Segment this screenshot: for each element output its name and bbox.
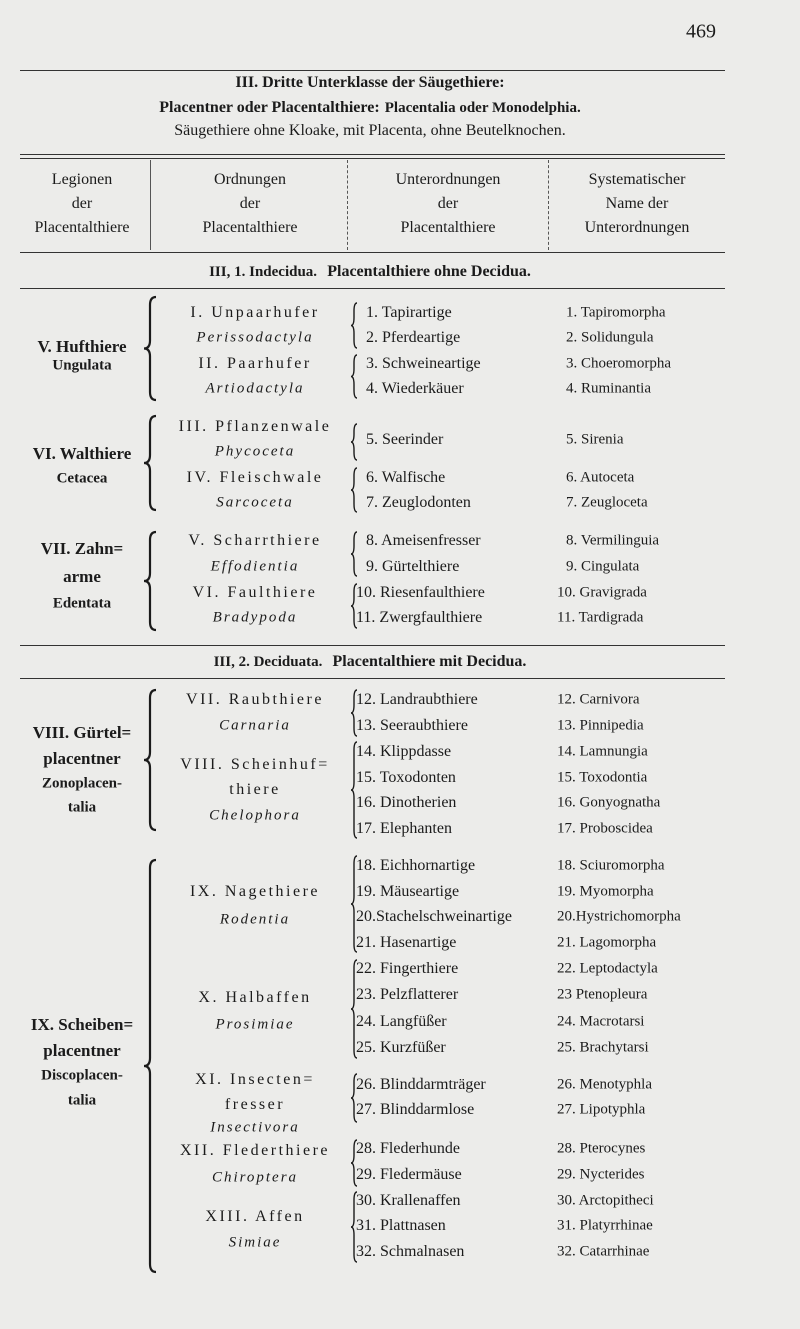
legion-brace-icon — [144, 860, 156, 1272]
suborder-german: 12. Landraubthiere — [356, 691, 478, 708]
suborder-latin: 5. Sirenia — [566, 431, 624, 448]
order-name: XII. Flederthiere — [179, 1142, 331, 1159]
suborder-latin: 12. Carnivora — [557, 691, 640, 708]
column-header-line: Name der — [605, 195, 669, 212]
order-brace-icon — [351, 424, 357, 460]
order-latin: Phycoceta — [214, 443, 296, 460]
suborder-german: 27. Blinddarmlose — [356, 1101, 475, 1118]
order-name: thiere — [229, 781, 281, 798]
suborder-latin: 21. Lagomorpha — [557, 934, 657, 951]
suborder-latin: 17. Proboscidea — [557, 820, 653, 837]
header-title: III. Dritte Unterklasse der Säugethiere: — [235, 74, 505, 91]
order-name: fresser — [224, 1096, 286, 1113]
legion-name: arme — [63, 567, 101, 586]
legion-latin: Discoplacen- — [41, 1067, 123, 1084]
header-description: Säugethiere ohne Kloake, mit Placenta, ohne Beutelknochen. — [174, 122, 566, 139]
suborder-latin: 25. Brachytarsi — [557, 1039, 649, 1056]
suborder-german: 20.Stachelschweinartige — [356, 908, 512, 925]
legion-brace-icon — [144, 297, 156, 400]
suborder-german: 3. Schweineartige — [366, 355, 481, 372]
suborder-latin: 15. Toxodontia — [557, 769, 648, 786]
order-brace-icon — [351, 584, 357, 628]
section-latin: III, 1. Indecidua. — [209, 264, 318, 280]
suborder-german: 8. Ameisenfresser — [366, 532, 481, 549]
column-header-line: Legionen — [51, 171, 113, 188]
suborder-latin: 29. Nycterides — [557, 1166, 645, 1183]
page-number: 469 — [686, 20, 716, 43]
suborder-german: 28. Flederhunde — [356, 1140, 460, 1157]
header-subtitle-latin: Placentalia oder Monodelphia. — [384, 100, 581, 116]
order-name: IX. Nagethiere — [189, 883, 321, 900]
suborder-german: 30. Krallenaffen — [356, 1192, 461, 1209]
suborder-latin: 22. Leptodactyla — [557, 960, 658, 977]
section-german: Placentalthiere mit Decidua. — [332, 653, 527, 670]
suborder-german: 18. Eichhornartige — [356, 857, 476, 874]
order-name: IV. Fleischwale — [186, 469, 324, 486]
order-name: III. Pflanzenwale — [178, 418, 332, 435]
suborder-german: 13. Seeraubthiere — [356, 717, 468, 734]
order-latin: Bradypoda — [212, 609, 298, 626]
suborder-latin: 7. Zeugloceta — [566, 494, 648, 511]
column-header-line: der — [437, 195, 459, 212]
suborder-german: 7. Zeuglodonten — [366, 494, 471, 511]
order-latin: Insectivora — [210, 1119, 300, 1136]
column-header-line: Unterordnungen — [395, 171, 501, 188]
suborder-latin: 19. Myomorpha — [557, 883, 654, 900]
suborder-german: 29. Fledermäuse — [356, 1166, 462, 1183]
legion-latin: Cetacea — [56, 470, 108, 487]
order-latin: Effodientia — [210, 558, 300, 575]
order-brace-icon — [351, 303, 357, 348]
order-brace-icon — [351, 690, 357, 736]
legion-latin: Edentata — [52, 595, 112, 612]
suborder-latin: 2. Solidungula — [566, 329, 654, 346]
suborder-german: 5. Seerinder — [366, 431, 444, 448]
order-latin: Sarcoceta — [216, 494, 294, 511]
order-name: VIII. Scheinhuf= — [180, 756, 330, 773]
suborder-latin: 9. Cingulata — [566, 558, 640, 575]
suborder-latin: 28. Pterocynes — [557, 1140, 646, 1157]
suborder-latin: 3. Choeromorpha — [566, 355, 671, 372]
suborder-german: 32. Schmalnasen — [356, 1243, 465, 1260]
order-latin: Carnaria — [219, 717, 291, 734]
order-name: XI. Insecten= — [195, 1071, 315, 1088]
order-name: XIII. Affen — [205, 1208, 305, 1225]
suborder-german: 10. Riesenfaulthiere — [356, 584, 485, 601]
suborder-german: 22. Fingerthiere — [356, 960, 459, 977]
order-brace-icon — [351, 742, 357, 838]
section-latin: III, 2. Deciduata. — [213, 654, 323, 670]
suborder-german: 26. Blinddarmträger — [356, 1076, 486, 1093]
suborder-german: 2. Pferdeartige — [366, 329, 461, 346]
suborder-german: 9. Gürtelthiere — [366, 558, 460, 575]
order-brace-icon — [351, 532, 357, 576]
suborder-german: 16. Dinotherien — [356, 794, 457, 811]
column-header-line: Placentalthiere — [400, 219, 496, 236]
order-name: VII. Raubthiere — [186, 691, 324, 708]
order-brace-icon — [351, 856, 357, 952]
suborder-latin: 11. Tardigrada — [557, 609, 644, 626]
legion-name: VII. Zahn= — [40, 539, 124, 558]
order-brace-icon — [351, 468, 357, 512]
suborder-latin: 20.Hystrichomorpha — [557, 908, 681, 925]
legion-brace-icon — [144, 690, 156, 830]
suborder-latin: 31. Platyrrhinae — [557, 1217, 653, 1234]
suborder-latin: 13. Pinnipedia — [557, 717, 644, 734]
legion-name: placentner — [43, 749, 121, 768]
suborder-german: 17. Elephanten — [356, 820, 452, 837]
order-brace-icon — [351, 1192, 357, 1262]
order-latin: Simiae — [228, 1234, 282, 1251]
legion-latin: Zonoplacen- — [41, 775, 123, 792]
order-latin: Chiroptera — [211, 1169, 299, 1186]
suborder-latin: 10. Gravigrada — [557, 584, 647, 601]
suborder-german: 1. Tapirartige — [366, 304, 452, 321]
legion-name: placentner — [43, 1041, 121, 1060]
legion-brace-icon — [144, 532, 156, 630]
order-latin: Rodentia — [219, 911, 291, 928]
order-latin: Artiodactyla — [205, 380, 305, 397]
legion-name: VI. Walthiere — [32, 444, 132, 463]
order-latin: Chelophora — [209, 807, 301, 824]
header-subtitle-german: Placentner oder Placentalthiere: — [159, 99, 380, 116]
suborder-german: 24. Langfüßer — [356, 1013, 447, 1030]
suborder-german: 31. Plattnasen — [356, 1217, 446, 1234]
order-name: X. Halbaffen — [198, 989, 312, 1006]
legion-name: V. Hufthiere — [37, 337, 127, 356]
order-name: I. Unpaarhufer — [190, 304, 320, 321]
legion-name: IX. Scheiben= — [30, 1015, 134, 1034]
suborder-latin: 4. Ruminantia — [566, 380, 651, 397]
section-german: Placentalthiere ohne Decidua. — [327, 263, 531, 280]
suborder-latin: 27. Lipotyphla — [557, 1101, 646, 1118]
legion-name: VIII. Gürtel= — [32, 723, 132, 742]
legion-latin: talia — [67, 1092, 97, 1109]
column-header-line: Ordnungen — [214, 171, 286, 188]
suborder-german: 14. Klippdasse — [356, 743, 452, 760]
column-header-line: Placentalthiere — [34, 219, 130, 236]
suborder-latin: 8. Vermilinguia — [566, 532, 660, 549]
suborder-latin: 6. Autoceta — [566, 469, 635, 486]
legion-brace-icon — [144, 416, 156, 510]
suborder-latin: 1. Tapiromorpha — [566, 304, 666, 321]
column-header-line: der — [239, 195, 261, 212]
order-brace-icon — [351, 1140, 357, 1186]
suborder-german: 19. Mäuseartige — [356, 883, 460, 900]
column-header-line: Systematischer — [588, 171, 686, 188]
column-header-line: Placentalthiere — [202, 219, 298, 236]
suborder-latin: 26. Menotyphla — [557, 1076, 652, 1093]
suborder-latin: 32. Catarrhinae — [557, 1243, 650, 1260]
order-brace-icon — [351, 355, 357, 398]
order-brace-icon — [351, 1074, 357, 1122]
suborder-german: 11. Zwergfaulthiere — [356, 609, 483, 626]
suborder-german: 6. Walfische — [366, 469, 446, 486]
suborder-latin: 16. Gonyognatha — [557, 794, 661, 811]
order-name: II. Paarhufer — [198, 355, 312, 372]
suborder-latin: 23 Ptenopleura — [557, 986, 648, 1003]
legion-latin: talia — [67, 799, 97, 816]
order-latin: Perissodactyla — [196, 329, 314, 346]
legion-latin: Ungulata — [52, 357, 112, 374]
order-latin: Prosimiae — [215, 1016, 295, 1033]
suborder-german: 23. Pelzflatterer — [356, 986, 459, 1003]
suborder-latin: 14. Lamnungia — [557, 743, 648, 760]
order-name: VI. Faulthiere — [192, 584, 318, 601]
suborder-latin: 24. Macrotarsi — [557, 1013, 645, 1030]
suborder-german: 15. Toxodonten — [356, 769, 456, 786]
suborder-latin: 30. Arctopitheci — [557, 1192, 654, 1209]
suborder-german: 25. Kurzfüßer — [356, 1039, 446, 1056]
suborder-latin: 18. Sciuromorpha — [557, 857, 665, 874]
column-header-line: der — [71, 195, 93, 212]
suborder-german: 21. Hasenartige — [356, 934, 457, 951]
suborder-german: 4. Wiederkäuer — [366, 380, 464, 397]
order-brace-icon — [351, 960, 357, 1058]
column-header-line: Unterordnungen — [584, 219, 690, 236]
order-name: V. Scharrthiere — [188, 532, 322, 549]
